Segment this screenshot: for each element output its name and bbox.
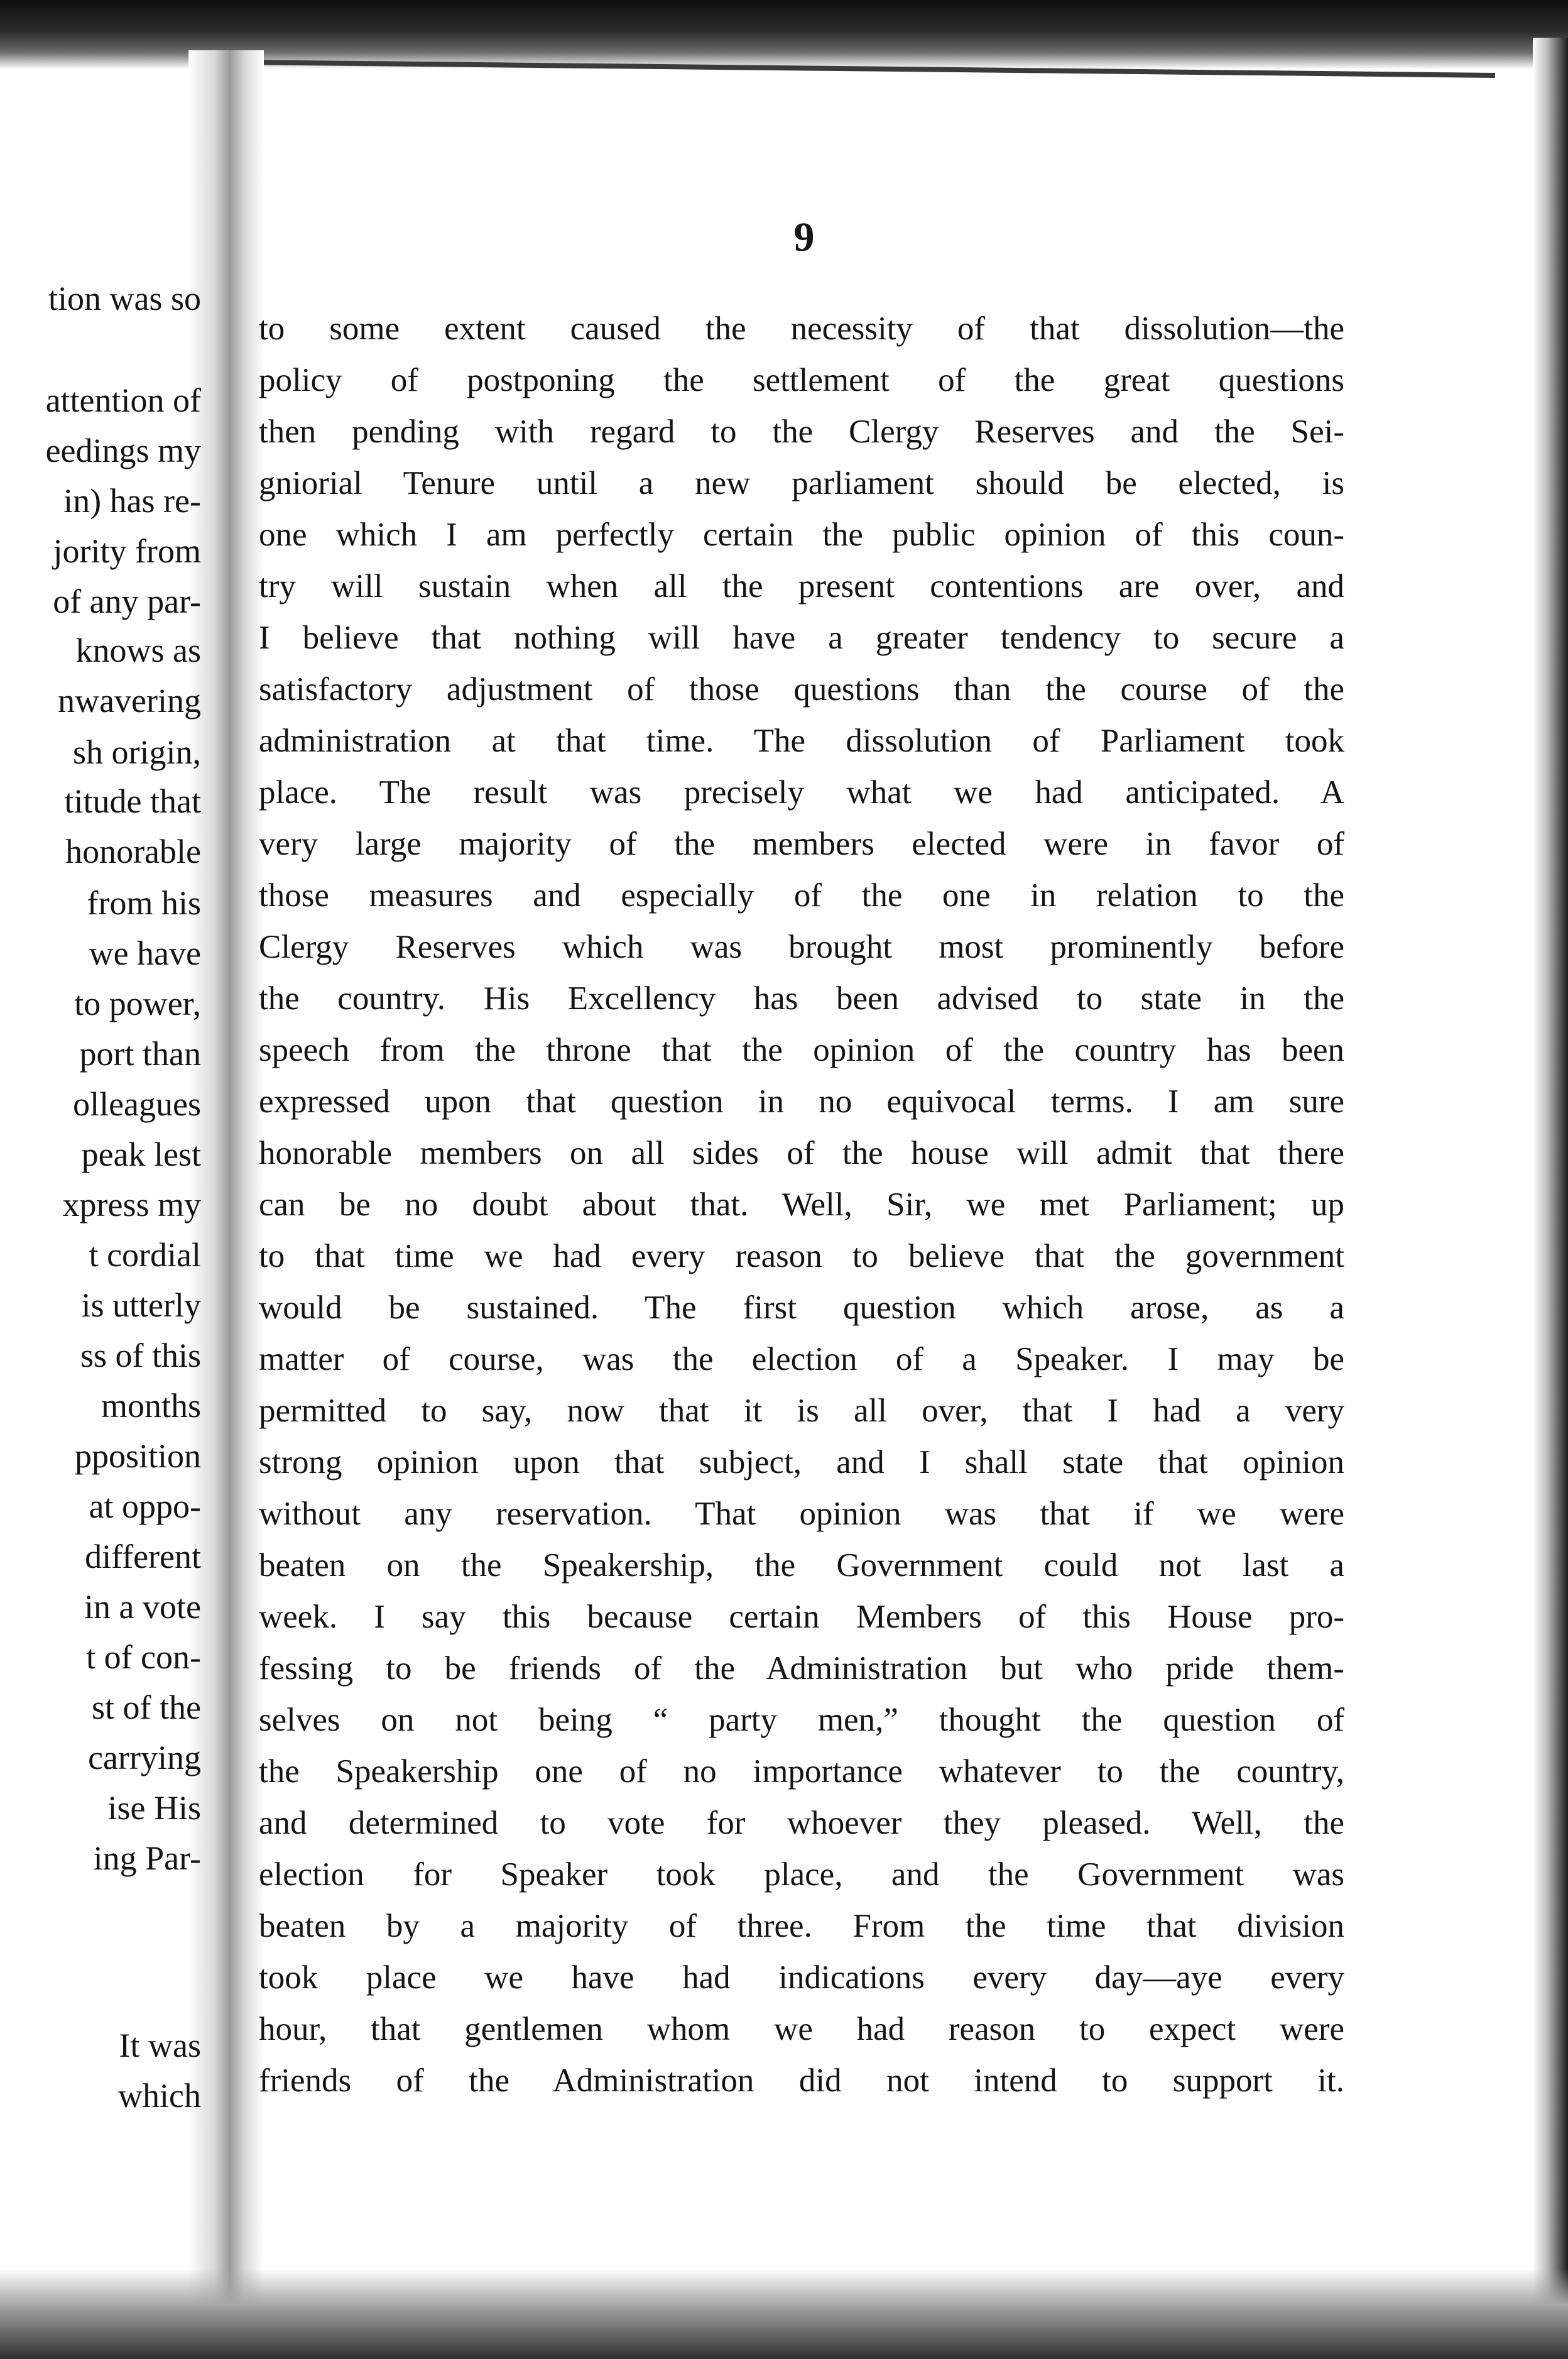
left-fragment-line: xpress my (62, 1186, 201, 1223)
body-line: speech from the throne that the opinion of the country has been (259, 1032, 1344, 1068)
left-fragment-line: t of con- (86, 1638, 201, 1676)
left-fragment-line: nwavering (58, 682, 201, 720)
left-fragment-line: at oppo- (89, 1487, 201, 1525)
body-line: those measures and especially of the one in relation to the (259, 877, 1344, 914)
body-line: and determined to vote for whoever they pleased. Well, the (259, 1805, 1344, 1841)
left-fragment-line: of any par- (53, 583, 201, 620)
body-line: Clergy Reserves which was brought most prominently before (259, 929, 1344, 965)
body-line: place. The result was precisely what we had anticipated. A (259, 774, 1344, 811)
body-line: gniorial Tenure until a new parliament should be elected, is (259, 465, 1344, 501)
body-line: policy of postponing the settlement of the great questions (259, 362, 1344, 398)
body-line: one which I am perfectly certain the public opinion of this coun- (259, 517, 1344, 553)
left-fragment-line: titude that (64, 782, 201, 820)
body-line: very large majority of the members elected were in favor of (259, 826, 1344, 862)
body-line: satisfactory adjustment of those questions than the course of the (259, 671, 1344, 708)
body-line: the Speakership one of no importance whatever to the country, (259, 1753, 1344, 1790)
body-line: election for Speaker took place, and the Government was (259, 1856, 1344, 1893)
body-line: selves on not being “ party men,” thought the question of (259, 1702, 1344, 1738)
body-line: would be sustained. The first question which arose, as a (259, 1289, 1344, 1326)
left-fragment-line: is utterly (81, 1286, 201, 1324)
left-fragment-line: from his (87, 884, 201, 922)
body-line: friends of the Administration did not intend to support it. (259, 2062, 1344, 2099)
body-line: then pending with regard to the Clergy Reserves and the Sei- (259, 413, 1344, 450)
left-fragment-line: It was (119, 2027, 201, 2064)
left-fragment-line: different (85, 1538, 201, 1575)
body-line: permitted to say, now that it is all over, that I had a very (259, 1393, 1344, 1429)
left-fragment-line: ise His (107, 1789, 201, 1827)
body-line: to that time we had every reason to believe that the government (259, 1238, 1344, 1274)
left-fragment-line: ing Par- (93, 1839, 201, 1877)
left-fragment-line: which (118, 2077, 201, 2115)
left-fragment-line: to power, (74, 985, 201, 1022)
body-text (259, 303, 1344, 2106)
left-fragment-line: knows as (75, 632, 201, 669)
body-line: beaten by a majority of three. From the time that division (259, 1908, 1344, 1944)
left-fragment-line: honorable (65, 833, 201, 870)
body-line: took place we have had indications every day—aye every (259, 1959, 1344, 1996)
left-fragment-line: attention of (45, 381, 201, 419)
left-fragment-line: carrying (88, 1739, 201, 1776)
body-line: fessing to be friends of the Administration but who pride them- (259, 1650, 1344, 1687)
left-fragment-line: ss of this (80, 1337, 201, 1374)
body-line: strong opinion upon that subject, and I shall state that opinion (259, 1444, 1344, 1481)
left-fragment-line: in) has re- (63, 482, 201, 520)
left-fragment-line: pposition (74, 1437, 201, 1475)
body-line: expressed upon that question in no equivocal terms. I am sure (259, 1083, 1344, 1120)
body-line: the country. His Excellency has been advised to state in the (259, 980, 1344, 1017)
body-line: without any reservation. That opinion was that if we were (259, 1496, 1344, 1532)
bottom-edge-shadow (0, 2269, 1568, 2359)
left-fragment-line: sh origin, (72, 733, 201, 771)
body-line: hour, that gentlemen whom we had reason to expect were (259, 2011, 1344, 2047)
body-line: honorable members on all sides of the house will admit that there (259, 1135, 1344, 1171)
left-fragment-line: we have (89, 934, 201, 972)
left-fragment-line: st of the (92, 1689, 201, 1726)
body-line: can be no doubt about that. Well, Sir, we met Parliament; up (259, 1186, 1344, 1223)
body-line: matter of course, was the election of a Speaker. I may be (259, 1341, 1344, 1377)
body-line: week. I say this because certain Members of this House pro- (259, 1599, 1344, 1635)
page-number: 9 (793, 214, 815, 260)
left-fragment-line: jority from (53, 532, 201, 570)
body-line: I believe that nothing will have a greater tendency to secure a (259, 620, 1344, 656)
left-fragment-line: olleagues (73, 1085, 201, 1123)
left-fragment-line: t cordial (89, 1236, 201, 1274)
left-fragment-line: peak lest (81, 1136, 201, 1173)
left-fragment-line: tion was so (48, 280, 201, 317)
left-fragment-line: in a vote (84, 1588, 201, 1626)
left-fragment-line: eedings my (45, 432, 201, 469)
body-line: try will sustain when all the present contentions are over, and (259, 568, 1344, 605)
left-fragment-line: months (101, 1387, 201, 1425)
body-line: to some extent caused the necessity of that dissolution—the (259, 310, 1344, 347)
left-fragment-line: port than (79, 1035, 201, 1073)
right-page-edge (1533, 38, 1568, 2359)
body-line: beaten on the Speakership, the Government could not last a (259, 1547, 1344, 1584)
body-line: administration at that time. The dissolution of Parliament took (259, 723, 1344, 759)
